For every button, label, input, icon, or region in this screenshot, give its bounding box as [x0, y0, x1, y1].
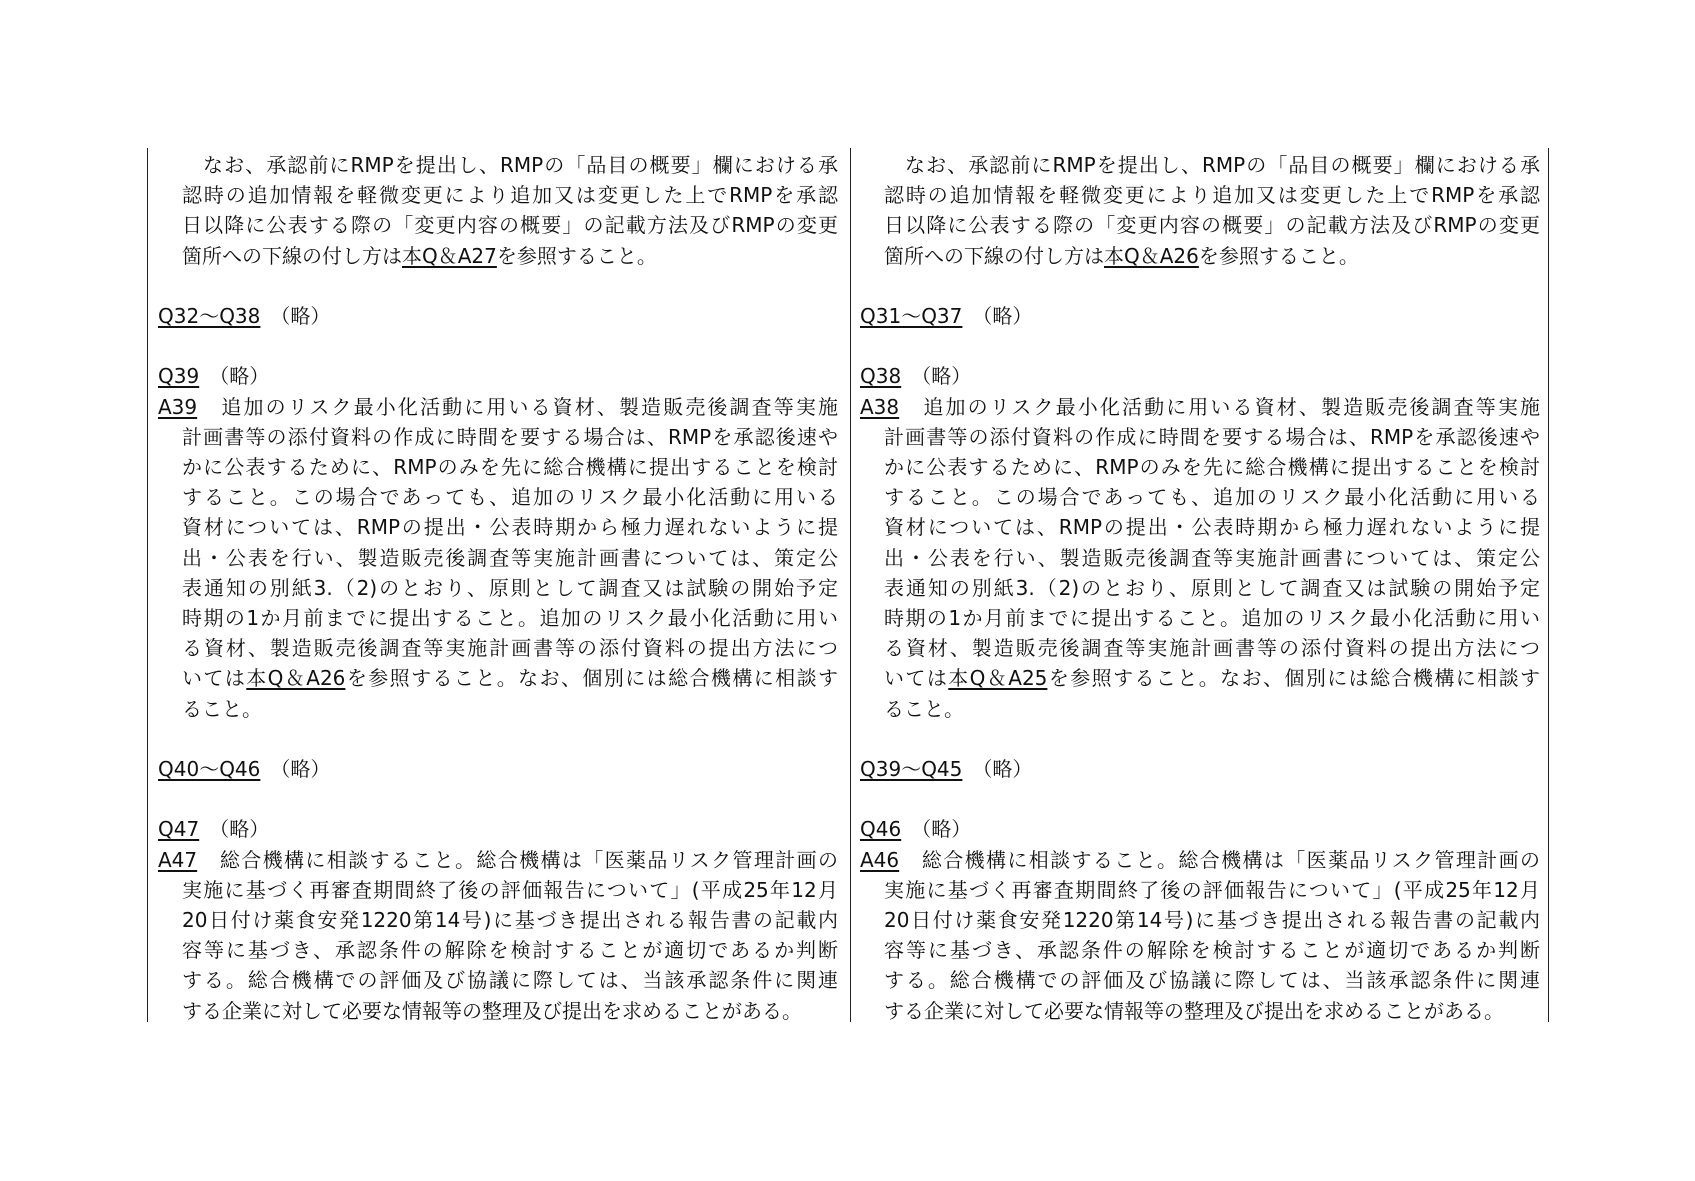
text-segment: （略）	[199, 817, 270, 842]
paragraph-line	[884, 180, 1540, 210]
paragraph-line	[182, 573, 838, 603]
paragraph-line	[182, 633, 838, 663]
underlined-reference: A46	[860, 847, 900, 872]
text-segment: （略）	[901, 364, 972, 389]
text-segment: 実施に基づく再審査期間終了後の評価報告について」(平成25年12月	[182, 877, 838, 902]
text-segment: 追加のリスク最小化活動に用いる資材、製造販売後調査等実施	[197, 394, 838, 419]
question-heading	[158, 301, 330, 331]
text-segment: を参照すること。	[496, 243, 657, 268]
underlined-reference: A47	[158, 847, 198, 872]
text-segment: なお、承認前にRMPを提出し、RMPの「品目の概要」欄における承	[884, 153, 1540, 177]
paragraph-line	[182, 512, 838, 542]
answer-line	[860, 845, 1540, 875]
paragraph-line	[182, 452, 838, 482]
underlined-reference: Q38	[860, 364, 902, 389]
text-segment: （略）	[962, 757, 1033, 781]
text-segment: 追加のリスク最小化活動に用いる資材、製造販売後調査等実施	[899, 394, 1540, 419]
paragraph-line	[884, 663, 1540, 693]
text-segment: を参照すること。なお、個別には総合機構に相談す	[345, 666, 838, 691]
paragraph-line	[884, 573, 1540, 603]
text-segment: （略）	[260, 304, 331, 328]
paragraph-line	[182, 935, 838, 965]
text-segment: （略）	[962, 304, 1033, 328]
text-segment: 資材については、RMPの提出・公表時期から極力遅れないように提	[182, 515, 838, 540]
paragraph-line	[182, 241, 657, 271]
text-segment: ること。	[182, 696, 262, 721]
paragraph-line	[182, 210, 838, 240]
text-segment: かに公表するために、RMPのみを先に総合機構に提出することを検討	[182, 455, 838, 479]
text-segment: 箇所への下線の付し方は	[884, 243, 1104, 268]
question-heading	[158, 754, 330, 784]
question-heading	[860, 814, 971, 844]
paragraph-line	[884, 965, 1540, 995]
text-segment: る資材、製造販売後調査等実施計画書等の添付資料の提出方法につ	[182, 636, 838, 661]
text-segment: すること。この場合であっても、追加のリスク最小化活動に用いる	[884, 485, 1540, 510]
text-segment: なお、承認前にRMPを提出し、RMPの「品目の概要」欄における承	[182, 153, 838, 177]
text-segment: する企業に対して必要な情報等の整理及び提出を求めることがある。	[884, 998, 1504, 1023]
paragraph-line	[182, 694, 262, 724]
text-segment: 日以降に公表する際の「変更内容の概要」の記載方法及びRMPの変更	[884, 213, 1540, 238]
question-heading	[158, 814, 269, 844]
paragraph-line	[884, 996, 1504, 1026]
paragraph-line	[884, 210, 1540, 240]
paragraph-line	[884, 482, 1540, 512]
text-segment: 認時の追加情報を軽微変更により追加又は変更した上でRMPを承認	[884, 183, 1540, 208]
paragraph-line	[182, 150, 838, 180]
paragraph-line	[182, 422, 838, 452]
paragraph-line	[884, 603, 1540, 633]
paragraph-line	[182, 482, 838, 512]
paragraph-line	[884, 935, 1540, 965]
paragraph-line	[182, 996, 802, 1026]
text-segment: する。総合機構での評価及び協議に際しては、当該承認条件に関連	[884, 968, 1540, 993]
text-segment: を参照すること。なお、個別には総合機構に相談す	[1047, 666, 1540, 691]
text-segment: 20日付け薬食安発1220第14号)に基づき提出される報告書の記載内	[884, 908, 1540, 932]
question-heading	[860, 754, 1032, 784]
text-segment: 総合機構に相談すること。総合機構は「医薬品リスク管理計画の	[197, 847, 838, 872]
underlined-reference: A38	[860, 394, 900, 419]
paragraph-line	[884, 422, 1540, 452]
table-border-middle	[850, 148, 851, 1022]
text-segment: （略）	[260, 757, 331, 781]
paragraph-line	[182, 603, 838, 633]
question-heading	[860, 361, 971, 391]
text-segment: 実施に基づく再審査期間終了後の評価報告について」(平成25年12月	[884, 877, 1540, 902]
answer-line	[158, 392, 838, 422]
underlined-reference: Q40～Q46	[158, 757, 261, 781]
answer-line	[158, 845, 838, 875]
question-heading	[158, 361, 269, 391]
underlined-reference: Q46	[860, 817, 902, 842]
paragraph-line	[884, 694, 964, 724]
paragraph-line	[884, 905, 1540, 935]
text-segment: いては	[884, 666, 949, 691]
text-segment: 日以降に公表する際の「変更内容の概要」の記載方法及びRMPの変更	[182, 213, 838, 238]
underlined-reference: 本Q＆A26	[246, 666, 346, 691]
paragraph-line	[884, 875, 1540, 905]
text-segment: 出・公表を行い、製造販売後調査等実施計画書については、策定公	[182, 545, 838, 570]
text-segment: 容等に基づき、承認条件の解除を検討することが適切であるか判断	[884, 938, 1540, 963]
paragraph-line	[182, 965, 838, 995]
paragraph-line	[182, 905, 838, 935]
paragraph-line	[884, 452, 1540, 482]
underlined-reference: Q39～Q45	[860, 757, 963, 781]
text-segment: いては	[182, 666, 247, 691]
paragraph-line	[884, 543, 1540, 573]
underlined-reference: 本Q＆A26	[1104, 243, 1199, 268]
paragraph-line	[884, 150, 1540, 180]
text-segment: 箇所への下線の付し方は	[182, 243, 402, 268]
underlined-reference: A39	[158, 394, 198, 419]
text-segment: を参照すること。	[1198, 243, 1359, 268]
text-segment: 時期の1か月前までに提出すること。追加のリスク最小化活動に用い	[884, 606, 1540, 630]
text-segment: 計画書等の添付資料の作成に時間を要する場合は、RMPを承認後速や	[182, 424, 838, 449]
text-segment: 計画書等の添付資料の作成に時間を要する場合は、RMPを承認後速や	[884, 424, 1540, 449]
text-segment: 表通知の別紙3.（2)のとおり、原則として調査又は試験の開始予定	[884, 575, 1540, 600]
underlined-reference: Q32～Q38	[158, 304, 261, 328]
text-segment: 資材については、RMPの提出・公表時期から極力遅れないように提	[884, 515, 1540, 540]
paragraph-line	[182, 543, 838, 573]
text-segment: る資材、製造販売後調査等実施計画書等の添付資料の提出方法につ	[884, 636, 1540, 661]
text-segment: する。総合機構での評価及び協議に際しては、当該承認条件に関連	[182, 968, 838, 993]
text-segment: 表通知の別紙3.（2)のとおり、原則として調査又は試験の開始予定	[182, 575, 838, 600]
text-segment: （略）	[199, 364, 270, 389]
underlined-reference: 本Q＆A27	[402, 243, 497, 268]
paragraph-line	[182, 875, 838, 905]
question-heading	[860, 301, 1032, 331]
paragraph-line	[884, 633, 1540, 663]
paragraph-line	[182, 180, 838, 210]
text-segment: 20日付け薬食安発1220第14号)に基づき提出される報告書の記載内	[182, 908, 838, 932]
paragraph-line	[182, 663, 838, 693]
text-segment: かに公表するために、RMPのみを先に総合機構に提出することを検討	[884, 455, 1540, 479]
text-segment: 容等に基づき、承認条件の解除を検討することが適切であるか判断	[182, 938, 838, 963]
text-segment: する企業に対して必要な情報等の整理及び提出を求めることがある。	[182, 998, 802, 1023]
table-border-right	[1548, 148, 1549, 1022]
underlined-reference: Q31～Q37	[860, 304, 963, 328]
underlined-reference: Q39	[158, 364, 200, 389]
underlined-reference: 本Q＆A25	[948, 666, 1048, 691]
text-segment: （略）	[901, 817, 972, 842]
answer-line	[860, 392, 1540, 422]
text-segment: 認時の追加情報を軽微変更により追加又は変更した上でRMPを承認	[182, 183, 838, 208]
underlined-reference: Q47	[158, 817, 200, 842]
text-segment: すること。この場合であっても、追加のリスク最小化活動に用いる	[182, 485, 838, 510]
table-border-left	[147, 148, 148, 1022]
text-segment: 総合機構に相談すること。総合機構は「医薬品リスク管理計画の	[899, 847, 1540, 872]
text-segment: 出・公表を行い、製造販売後調査等実施計画書については、策定公	[884, 545, 1540, 570]
paragraph-line	[884, 241, 1359, 271]
text-segment: 時期の1か月前までに提出すること。追加のリスク最小化活動に用い	[182, 606, 838, 630]
paragraph-line	[884, 512, 1540, 542]
text-segment: ること。	[884, 696, 964, 721]
